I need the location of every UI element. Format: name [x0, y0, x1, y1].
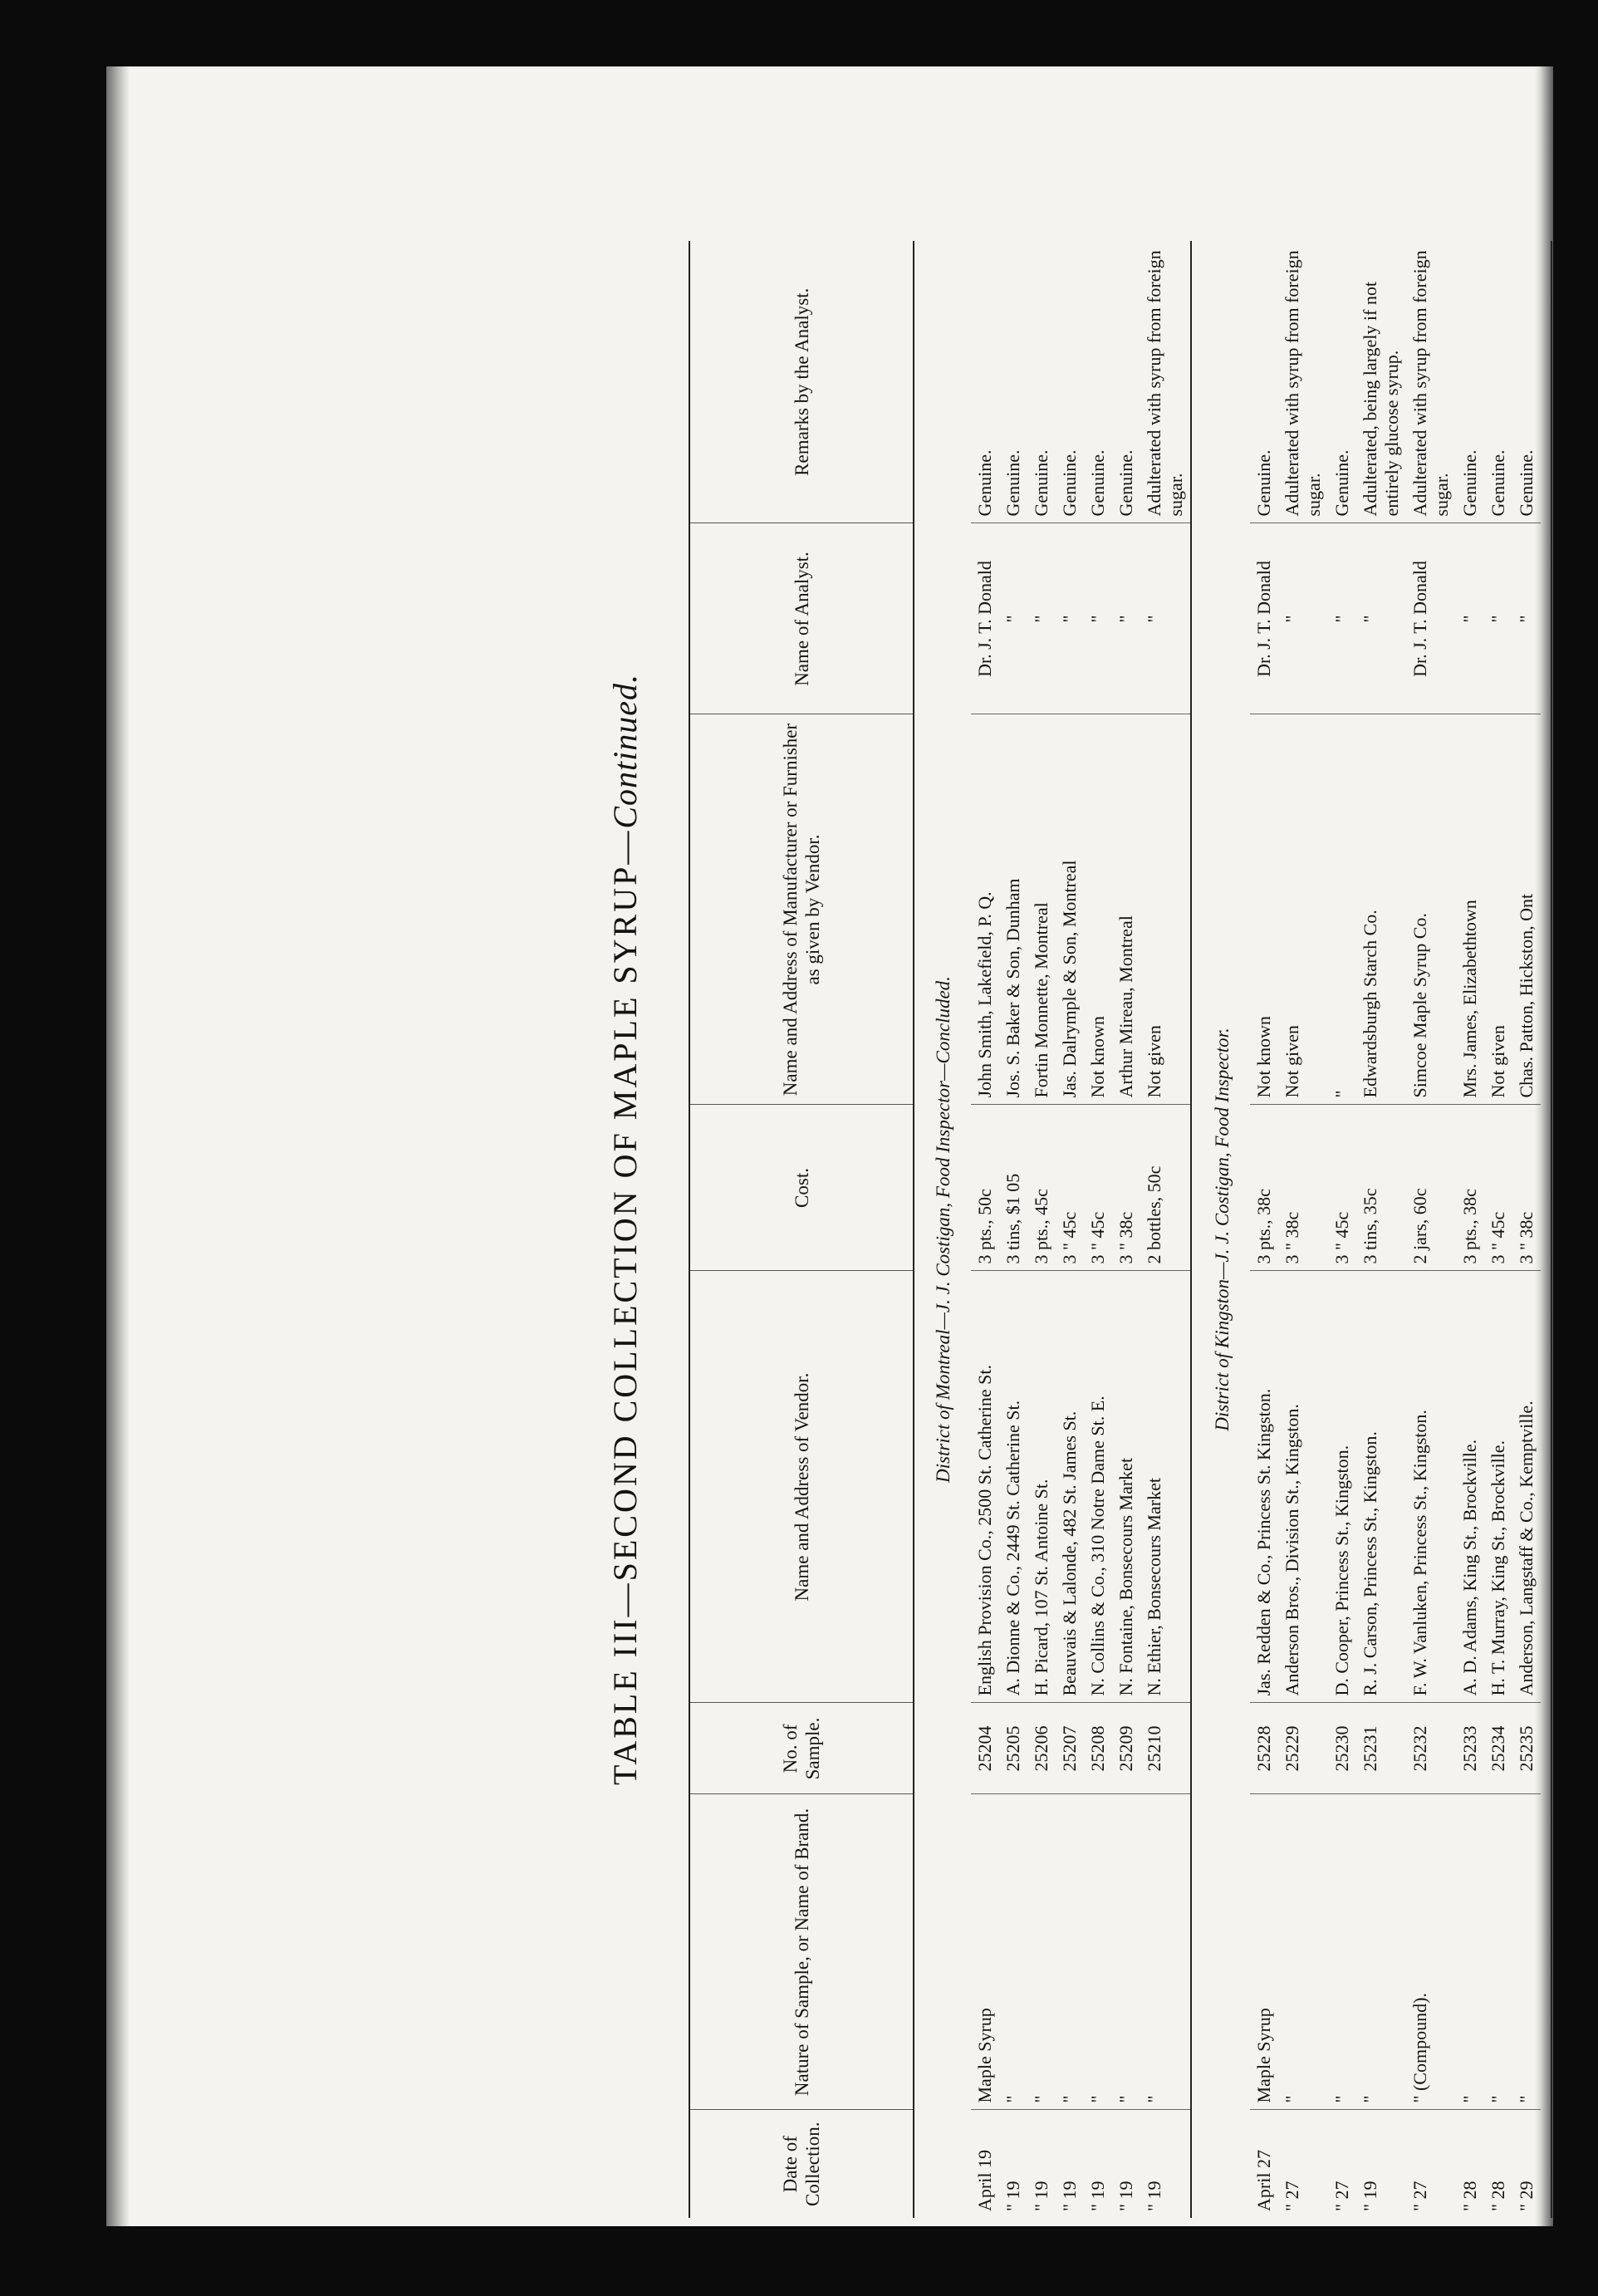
cell-cost: 3 tins, 35c	[1356, 1105, 1406, 1271]
cell-remarks: Genuine.	[1002, 449, 1023, 517]
table-row	[1112, 241, 1140, 2218]
table-row	[1406, 241, 1456, 2218]
cell-date: " 19	[1084, 2110, 1112, 2218]
cell-nature: "	[1140, 1794, 1191, 2110]
table-row	[1278, 241, 1328, 2218]
cell-nature: "	[1456, 1794, 1484, 2110]
cell-remarks: Genuine.	[1331, 449, 1352, 517]
district-heading-kingston	[1191, 241, 1250, 2218]
cell-cost: 3 pts., 50c	[971, 1105, 999, 1271]
district-label: District of Kingston—J. J. Costigan, Food Inspector.	[1191, 241, 1250, 2218]
cell-analyst: "	[1484, 523, 1512, 714]
cell-vendor: Jas. Redden & Co., Princess St. Kingston.	[1250, 1271, 1278, 1703]
cell-vendor: A. D. Adams, King St., Brockville.	[1456, 1271, 1484, 1703]
cell-remarks: Genuine.	[1459, 449, 1480, 517]
cell-analyst: "	[1278, 523, 1328, 714]
table-end-rule	[1541, 241, 1551, 2218]
table-row	[1084, 241, 1112, 2218]
cell-analyst: "	[1056, 523, 1084, 714]
cell-cost: 3 " 45c	[1084, 1105, 1112, 1271]
cell-cost: 3 pts., 38c	[1250, 1105, 1278, 1271]
cell-cost: 2 jars, 60c	[1406, 1105, 1456, 1271]
cell-date: " 28	[1484, 2110, 1512, 2218]
table-row	[1456, 241, 1484, 2218]
cell-manufacturer: Jas. Dalrymple & Son, Montreal	[1056, 714, 1084, 1105]
cell-date: " 19	[1056, 2110, 1084, 2218]
cell-nature: "	[1356, 1794, 1406, 2110]
maple-syrup-table	[689, 241, 1552, 2218]
cell-cost: 3 " 45c	[1056, 1105, 1084, 1271]
cell-date: " 27	[1278, 2110, 1328, 2218]
cell-sample-no: 25235	[1512, 1703, 1541, 1794]
cell-cost: 3 pts., 38c	[1456, 1105, 1484, 1271]
cell-sample-no: 25232	[1406, 1703, 1456, 1794]
cell-vendor: Beauvais & Lalonde, 482 St. James St.	[1056, 1271, 1084, 1703]
table-row	[1512, 241, 1541, 2218]
cell-analyst: "	[1456, 523, 1484, 714]
header-manufacturer: Name and Address of Manufacturer or Furnisher as given by Vendor.	[689, 714, 914, 1105]
cell-sample-no: 25231	[1356, 1703, 1406, 1794]
cell-remarks: Adulterated with syrup from foreign sugar.	[1409, 250, 1452, 517]
cell-remarks: Genuine.	[1031, 449, 1051, 517]
title-main: TABLE III—SECOND COLLECTION OF MAPLE SYRUP—	[606, 828, 644, 1786]
table-row	[1027, 241, 1056, 2218]
cell-date: " 19	[1356, 2110, 1406, 2218]
cell-manufacturer: Simcoe Maple Syrup Co.	[1406, 714, 1456, 1105]
header-date: Date of Collection.	[689, 2110, 914, 2218]
cell-manufacturer: Edwardsburgh Starch Co.	[1356, 714, 1406, 1105]
cell-manufacturer: Not given	[1278, 714, 1328, 1105]
cell-nature: "	[1027, 1794, 1056, 2110]
cell-cost: 3 " 45c	[1328, 1105, 1356, 1271]
title-continued: Continued.	[606, 673, 644, 829]
cell-analyst: Dr. J. T. Donald	[971, 523, 999, 714]
cell-sample-no: 25229	[1278, 1703, 1328, 1794]
cell-vendor: A. Dionne & Co., 2449 St. Catherine St.	[999, 1271, 1027, 1703]
table-row	[1056, 241, 1084, 2218]
cell-date: " 27	[1406, 2110, 1456, 2218]
cell-analyst: "	[999, 523, 1027, 714]
table-row	[999, 241, 1027, 2218]
cell-sample-no: 25209	[1112, 1703, 1140, 1794]
cell-vendor: N. Collins & Co., 310 Notre Dame St. E.	[1084, 1271, 1112, 1703]
cell-analyst: Dr. J. T. Donald	[1406, 523, 1456, 714]
cell-cost: 3 " 38c	[1512, 1105, 1541, 1271]
cell-sample-no: 25208	[1084, 1703, 1112, 1794]
cell-analyst: "	[1084, 523, 1112, 714]
cell-analyst: "	[1328, 523, 1356, 714]
cell-vendor: D. Cooper, Princess St., Kingston.	[1328, 1271, 1356, 1703]
cell-remarks: Genuine.	[1253, 449, 1274, 517]
cell-nature: "	[1484, 1794, 1512, 2110]
cell-vendor: F. W. Vanluken, Princess St., Kingston.	[1406, 1271, 1456, 1703]
cell-sample-no: 25210	[1140, 1703, 1191, 1794]
scanned-page	[106, 66, 1553, 2226]
cell-nature: Maple Syrup	[971, 1794, 999, 2110]
cell-cost: 3 tins, $1 05	[999, 1105, 1027, 1271]
cell-sample-no: 25205	[999, 1703, 1027, 1794]
cell-remarks: Genuine.	[974, 449, 995, 517]
cell-manufacturer: Arthur Mireau, Montreal	[1112, 714, 1140, 1105]
cell-vendor: English Provision Co., 2500 St. Catherine St.	[971, 1271, 999, 1703]
cell-vendor: H. T. Murray, King St., Brockville.	[1484, 1271, 1512, 1703]
cell-nature: "	[1084, 1794, 1112, 2110]
district-label: District of Montreal—J. J. Costigan, Food Inspector—Concluded.	[933, 976, 953, 1483]
cell-manufacturer: Not known	[1250, 714, 1278, 1105]
header-row	[689, 241, 914, 2218]
cell-cost: 3 " 38c	[1278, 1105, 1328, 1271]
header-sample-no: No. of Sample.	[689, 1703, 914, 1794]
cell-manufacturer: Mrs. James, Elizabethtown	[1456, 714, 1484, 1105]
table-row	[1484, 241, 1512, 2218]
cell-sample-no: 25233	[1456, 1703, 1484, 1794]
header-nature: Nature of Sample, or Name of Brand.	[689, 1794, 914, 2110]
cell-manufacturer: Not known	[1084, 714, 1112, 1105]
cell-manufacturer: Chas. Patton, Hickston, Ont	[1512, 714, 1541, 1105]
cell-manufacturer: "	[1328, 714, 1356, 1105]
table-title	[605, 216, 655, 2226]
cell-remarks: Genuine.	[1516, 449, 1537, 517]
cell-nature: " (Compound).	[1406, 1794, 1456, 2110]
table-row	[1250, 241, 1278, 2218]
cell-date: " 19	[1140, 2110, 1191, 2218]
cell-analyst: "	[1512, 523, 1541, 714]
cell-remarks: Adulterated with syrup from foreign sugar.	[1282, 250, 1324, 517]
cell-sample-no: 25230	[1328, 1703, 1356, 1794]
header-remarks: Remarks by the Analyst.	[689, 241, 914, 523]
cell-nature: "	[1278, 1794, 1328, 2110]
table-row	[1356, 241, 1406, 2218]
cell-vendor: N. Fontaine, Bonsecours Market	[1112, 1271, 1140, 1703]
cell-cost: 3 " 45c	[1484, 1105, 1512, 1271]
cell-remarks: Adulterated with syrup from foreign sugar.	[1144, 250, 1186, 517]
cell-date: April 27	[1250, 2110, 1278, 2218]
cell-date: " 19	[999, 2110, 1027, 2218]
cell-nature: "	[999, 1794, 1027, 2110]
cell-analyst: "	[1356, 523, 1406, 714]
table-row	[971, 241, 999, 2218]
cell-cost: 2 bottles, 50c	[1140, 1105, 1191, 1271]
cell-nature: "	[1112, 1794, 1140, 2110]
cell-manufacturer: Not given	[1484, 714, 1512, 1105]
cell-remarks: Genuine.	[1087, 449, 1108, 517]
cell-manufacturer: Jos. S. Baker & Son, Dunham	[999, 714, 1027, 1105]
cell-remarks: Genuine.	[1115, 449, 1136, 517]
cell-date: " 28	[1456, 2110, 1484, 2218]
cell-sample-no: 25207	[1056, 1703, 1084, 1794]
cell-vendor: Anderson, Langstaff & Co., Kemptville.	[1512, 1271, 1541, 1703]
cell-sample-no: 25204	[971, 1703, 999, 1794]
cell-date: " 27	[1328, 2110, 1356, 2218]
cell-nature: "	[1512, 1794, 1541, 2110]
header-analyst: Name of Analyst.	[689, 523, 914, 714]
cell-nature: "	[1328, 1794, 1356, 2110]
cell-remarks: Adulterated, being largely if not entirely glucose syrup.	[1360, 282, 1402, 517]
table-row	[1328, 241, 1356, 2218]
cell-vendor: R. J. Carson, Princess St., Kingston.	[1356, 1271, 1406, 1703]
cell-vendor: H. Picard, 107 St. Antoine St.	[1027, 1271, 1056, 1703]
cell-vendor: Anderson Bros., Division St., Kingston.	[1278, 1271, 1328, 1703]
cell-analyst: "	[1027, 523, 1056, 714]
cell-date: " 19	[1112, 2110, 1140, 2218]
cell-cost: 3 pts., 45c	[1027, 1105, 1056, 1271]
cell-sample-no: 25206	[1027, 1703, 1056, 1794]
header-cost: Cost.	[689, 1105, 914, 1271]
header-vendor: Name and Address of Vendor.	[689, 1271, 914, 1703]
cell-remarks: Genuine.	[1059, 449, 1080, 517]
cell-manufacturer: John Smith, Lakefield, P. Q.	[971, 714, 999, 1105]
cell-date: April 19	[971, 2110, 999, 2218]
cell-cost: 3 " 38c	[1112, 1105, 1140, 1271]
cell-analyst: "	[1140, 523, 1191, 714]
cell-remarks: Genuine.	[1488, 449, 1508, 517]
rotated-table-area	[605, 216, 1553, 2226]
cell-date: " 29	[1512, 2110, 1541, 2218]
cell-analyst: Dr. J. T. Donald	[1250, 523, 1278, 714]
cell-nature: Maple Syrup	[1250, 1794, 1278, 2110]
page-edge-left	[106, 66, 130, 2226]
cell-manufacturer: Not given	[1140, 714, 1191, 1105]
cell-nature: "	[1056, 1794, 1084, 2110]
cell-vendor: N. Ethier, Bonsecours Market	[1140, 1271, 1191, 1703]
cell-date: " 19	[1027, 2110, 1056, 2218]
cell-sample-no: 25234	[1484, 1703, 1512, 1794]
cell-sample-no: 25228	[1250, 1703, 1278, 1794]
cell-analyst: "	[1112, 523, 1140, 714]
cell-manufacturer: Fortin Monnette, Montreal	[1027, 714, 1056, 1105]
table-row	[1140, 241, 1191, 2218]
district-heading-montreal	[914, 241, 971, 2218]
